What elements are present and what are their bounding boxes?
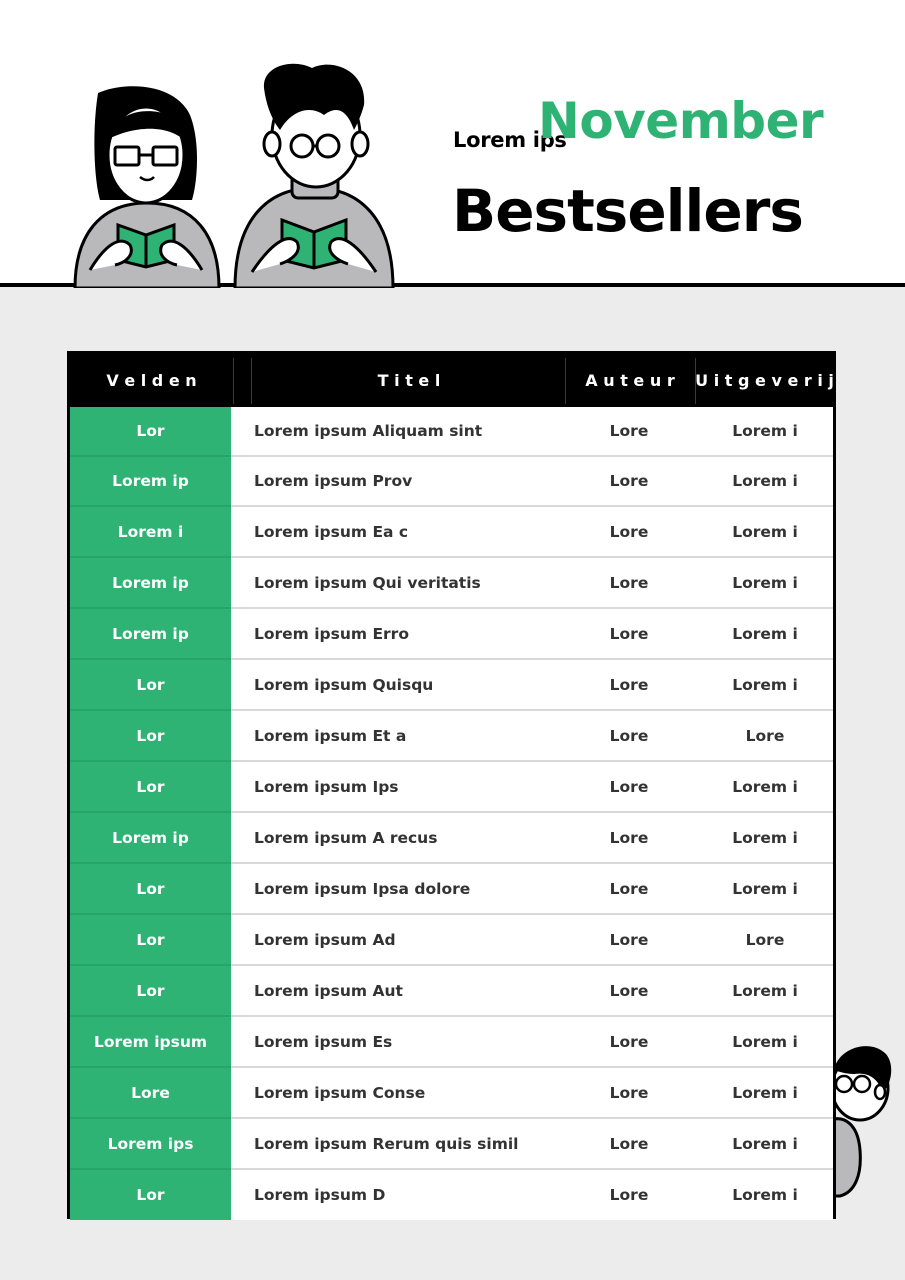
field-cell: Lorem ip — [70, 558, 231, 609]
publisher-cell: Lore — [745, 930, 785, 949]
title-cell: Lorem ipsum A recus — [254, 828, 438, 847]
title-cell: Lorem ipsum Et a — [254, 726, 407, 745]
table-row — [70, 762, 833, 813]
author-cell: Lore — [609, 879, 649, 898]
publisher-cell: Lorem i — [732, 624, 798, 643]
author-cell: Lore — [609, 422, 649, 440]
title-cell: Lorem ipsum Ips — [254, 777, 399, 796]
table-row — [70, 1068, 833, 1119]
title-cell: Lorem ipsum Aut — [254, 981, 403, 1000]
field-cell: Lorem ips — [70, 1119, 231, 1170]
publisher-cell: Lorem i — [732, 981, 798, 1000]
table-header — [70, 354, 833, 407]
author-cell: Lore — [609, 777, 649, 796]
publisher-cell: Lorem i — [732, 777, 798, 796]
column-header-publisher: U i t g e v e r i j — [695, 371, 834, 390]
field-cell: Lor — [70, 864, 231, 915]
publisher-cell: Lorem i — [732, 828, 798, 847]
title-cell: Lorem ipsum Ea c — [254, 522, 409, 541]
author-cell: Lore — [609, 828, 649, 847]
field-cell: Lor — [70, 915, 231, 966]
table-row — [70, 1017, 833, 1068]
peeking-person-illustration — [830, 1040, 900, 1198]
field-cell: Lorem ip — [70, 813, 231, 864]
title-cell: Lorem ipsum Quisqu — [254, 675, 434, 694]
publisher-cell: Lorem i — [732, 522, 798, 541]
table-row — [70, 864, 833, 915]
publisher-cell: Lore — [745, 726, 785, 745]
header-subtitle: Lorem ips — [453, 128, 567, 152]
reading-woman-illustration — [70, 85, 225, 288]
title-cell: Lorem ipsum Aliquam sint — [254, 422, 483, 440]
author-cell: Lore — [609, 624, 649, 643]
field-cell: Lor — [70, 1170, 231, 1220]
title-cell: Lorem ipsum Rerum quis simil — [254, 1134, 519, 1153]
author-cell: Lore — [609, 522, 649, 541]
title-cell: Lorem ipsum Qui veritatis — [254, 573, 481, 592]
author-cell: Lore — [609, 930, 649, 949]
page-title: Bestsellers — [452, 177, 803, 245]
field-cell: Lorem i — [70, 507, 231, 558]
author-cell: Lore — [609, 981, 649, 1000]
table-row — [70, 1119, 833, 1170]
title-cell: Lorem ipsum Es — [254, 1032, 393, 1051]
field-cell: Lor — [70, 711, 231, 762]
table-row — [70, 609, 833, 660]
author-cell: Lore — [609, 1083, 649, 1102]
table-row — [70, 558, 833, 609]
title-cell: Lorem ipsum Ad — [254, 930, 396, 949]
publisher-cell: Lorem i — [732, 675, 798, 694]
field-cell: Lor — [70, 966, 231, 1017]
title-cell: Lorem ipsum Erro — [254, 624, 409, 643]
table-row — [70, 915, 833, 966]
publisher-cell: Lorem i — [732, 879, 798, 898]
field-cell: Lorem ipsum — [70, 1017, 231, 1068]
publisher-cell: Lorem i — [732, 1134, 798, 1153]
column-header-fields: V e l d e n — [106, 371, 197, 390]
table-row — [70, 711, 833, 762]
bestsellers-table — [67, 351, 836, 1219]
column-header-title: T i t e l — [377, 371, 441, 390]
field-cell: Lorem ip — [70, 609, 231, 660]
publisher-cell: Lorem i — [732, 422, 798, 440]
header-month: November — [538, 92, 824, 150]
title-cell: Lorem ipsum Conse — [254, 1083, 426, 1102]
author-cell: Lore — [609, 573, 649, 592]
field-cell: Lore — [70, 1068, 231, 1119]
author-cell: Lore — [609, 472, 649, 490]
publisher-cell: Lorem i — [732, 573, 798, 592]
reading-man-illustration — [232, 60, 397, 288]
header-divider — [233, 358, 234, 404]
table-row — [70, 966, 833, 1017]
table-row — [70, 1170, 833, 1220]
publisher-cell: Lorem i — [732, 1186, 798, 1204]
column-header-author: A u t e u r — [585, 371, 675, 390]
table-row — [70, 660, 833, 711]
publisher-cell: Lorem i — [732, 1083, 798, 1102]
publisher-cell: Lorem i — [732, 472, 798, 490]
table-row — [70, 507, 833, 558]
author-cell: Lore — [609, 1032, 649, 1051]
author-cell: Lore — [609, 675, 649, 694]
field-cell: Lor — [70, 762, 231, 813]
author-cell: Lore — [609, 1134, 649, 1153]
publisher-cell: Lorem i — [732, 1032, 798, 1051]
field-cell: Lor — [70, 407, 231, 457]
table-row — [70, 813, 833, 864]
author-cell: Lore — [609, 1186, 649, 1204]
field-cell: Lor — [70, 660, 231, 711]
author-cell: Lore — [609, 726, 649, 745]
title-cell: Lorem ipsum Ipsa dolore — [254, 879, 471, 898]
title-cell: Lorem ipsum Prov — [254, 472, 413, 490]
field-cell: Lorem ip — [70, 457, 231, 507]
table-row — [70, 457, 833, 507]
table-row — [70, 407, 833, 457]
title-cell: Lorem ipsum D — [254, 1186, 386, 1204]
